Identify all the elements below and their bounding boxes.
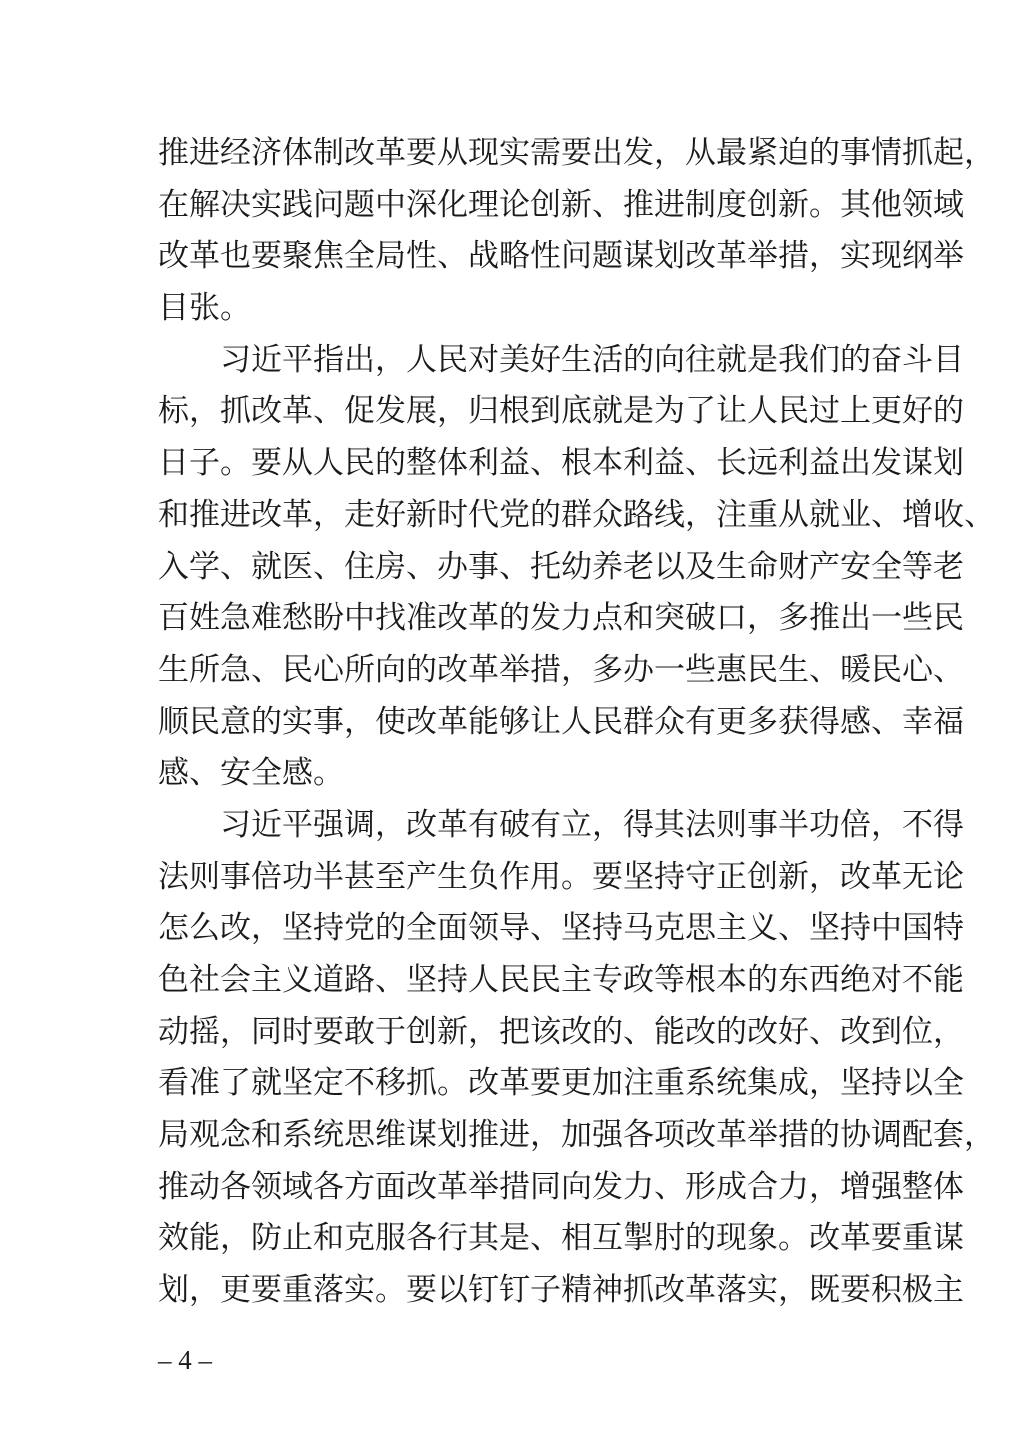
paragraph	[158, 335, 995, 800]
text-line: 改革也要聚焦全局性、战略性问题谋划改革举措，实现纲举	[158, 238, 964, 275]
text-line: 和推进改革，走好新时代党的群众路线，注重从就业、增收、	[158, 496, 995, 533]
text-line: 怎么改，坚持党的全面领导、坚持马克思主义、坚持中国特	[158, 910, 964, 947]
text-line: 推进经济体制改革要从现实需要出发，从最紧迫的事情抓起，	[158, 135, 995, 171]
body-text	[158, 128, 995, 1317]
text-line: 生所急、民心所向的改革举措，多办一些惠民生、暖民心、	[158, 651, 964, 688]
text-line: 入学、就医、住房、办事、托幼养老以及生命财产安全等老	[158, 548, 964, 585]
paragraph	[158, 128, 995, 335]
text-line: 顺民意的实事，使改革能够让人民群众有更多获得感、幸福	[158, 703, 964, 740]
text-line: 目张。	[158, 290, 251, 327]
paragraph	[158, 800, 995, 1317]
text-line: 日子。要从人民的整体利益、根本利益、长远利益出发谋划	[158, 445, 964, 482]
text-line: 局观念和系统思维谋划推进，加强各项改革举措的协调配套，	[158, 1117, 995, 1154]
text-line: 在解决实践问题中深化理论创新、推进制度创新。其他领域	[158, 186, 964, 223]
text-line: 效能，防止和克服各行其是、相互掣肘的现象。改革要重谋	[158, 1220, 964, 1257]
text-line: 色社会主义道路、坚持人民民主专政等根本的东西绝对不能	[158, 962, 964, 998]
text-line: 划，更要重落实。要以钉钉子精神抓改革落实，既要积极主	[158, 1272, 964, 1309]
text-line: 百姓急难愁盼中找准改革的发力点和突破口，多推出一些民	[158, 600, 964, 637]
text-line: 法则事倍功半甚至产生负作用。要坚持守正创新，改革无论	[158, 858, 964, 895]
text-line: 习近平指出，人民对美好生活的向往就是我们的奋斗目	[220, 341, 964, 378]
text-line: 推动各领域各方面改革举措同向发力、形成合力，增强整体	[158, 1168, 964, 1205]
text-line: 习近平强调，改革有破有立，得其法则事半功倍，不得	[220, 806, 964, 843]
page-number: – 4 –	[158, 1345, 212, 1375]
text-line: 感、安全感。	[158, 755, 344, 792]
text-line: 标，抓改革、促发展，归根到底就是为了让人民过上更好的	[158, 393, 964, 430]
text-line: 动摇，同时要敢于创新，把该改的、能改的改好、改到位，	[158, 1013, 964, 1050]
text-line: 看准了就坚定不移抓。改革要更加注重系统集成，坚持以全	[158, 1065, 964, 1102]
